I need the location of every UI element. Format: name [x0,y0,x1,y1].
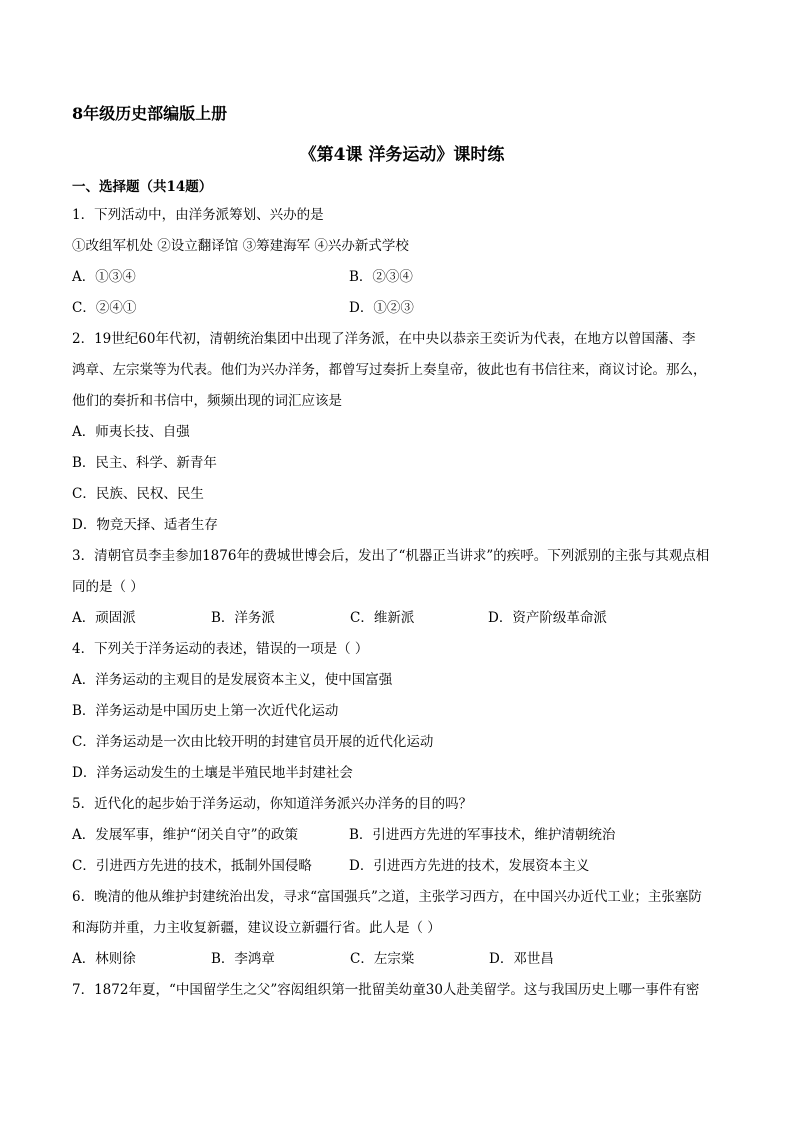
section-heading: 一、选择题（共14题） [72,179,213,195]
option-d: D．洋务运动发生的土壤是半殖民地半封建社会 [72,765,353,781]
question-1 [72,200,732,324]
option-a: A．洋务运动的主观目的是发展资本主义，使中国富强 [72,672,393,688]
question-stem: 1．下列活动中，由洋务派筹划、兴办的是 [72,207,324,223]
option-b: B．民主、科学、新青年 [72,455,217,471]
question-stem-line: 他们的奏折和书信中，频频出现的词汇应该是 [72,393,342,409]
option-a: A．林则徐 [72,951,136,967]
option-row [72,262,732,293]
option-b: B．②③④ [349,269,413,285]
option-d: D．资产阶级革命派 [488,610,607,626]
question-stem: 7．1872年夏，“中国留学生之父”容闳组织第一批留美幼童30人赴美留学。这与我国历史上哪一事件有密 [72,982,700,998]
question-4 [72,634,732,789]
question-stem-line: 6．晚清的他从维护封建统治出发，寻求“富国强兵”之道，主张学习西方，在中国兴办近代工业；主张塞防 [72,889,702,905]
option-d: D．邓世昌 [489,951,554,967]
option-row [72,944,732,975]
option-d: D．①②③ [349,300,414,316]
question-stem-line: 鸿章、左宗棠等为代表。他们为兴办洋务，都曾写过奏折上奏皇帝，彼此也有书信往来，商议讨论。那么， [72,362,707,378]
question-6 [72,882,732,975]
option-row [72,851,732,882]
question-3 [72,541,732,634]
option-b: B．洋务派 [211,610,275,626]
option-a: A．发展军事，维护“闭关自守”的政策 [72,827,299,843]
question-stem-line: 同的是（ ） [72,579,144,595]
question-stem: 4．下列关于洋务运动的表述，错误的一项是（ ） [72,641,369,657]
question-stem-line: 和海防并重，力主收复新疆，建议设立新疆行省。此人是（ ） [72,920,441,936]
option-c: C．维新派 [350,610,415,626]
lesson-title: 《第4课 洋务运动》课时练 [299,145,505,165]
question-7 [72,975,732,1006]
question-2 [72,324,732,541]
grade-heading: 8年级历史部编版上册 [72,104,228,123]
question-5 [72,789,732,882]
option-d: D．物竞天择、适者生存 [72,517,218,533]
question-stem-line: 3．清朝官员李圭参加1876年的费城世博会后，发出了“机器正当讲求”的疾呼。下列派别的主张与其观点相 [72,548,710,564]
option-row [72,820,732,851]
option-a: A．①③④ [72,269,136,285]
option-row [72,603,732,634]
worksheet-page [72,100,732,1006]
option-b: B．洋务运动是中国历史上第一次近代化运动 [72,703,339,719]
option-c: C．引进西方先进的技术，抵制外国侵略 [72,858,312,874]
option-a: A．顽固派 [72,610,136,626]
option-c: C．②④① [72,300,137,316]
question-stem-line: 2．19世纪60年代初，清朝统治集团中出现了洋务派，在中央以恭亲王奕䜣为代表，在地方以曾国藩、李 [72,331,696,347]
option-c: C．洋务运动是一次由比较开明的封建官员开展的近代化运动 [72,734,434,750]
question-items: ①改组军机处 ②设立翻译馆 ③筹建海军 ④兴办新式学校 [72,238,409,254]
option-b: B．引进西方先进的军事技术，维护清朝统治 [349,827,616,843]
option-a: A．师夷长技、自强 [72,424,190,440]
option-b: B．李鸿章 [211,951,275,967]
option-c: C．左宗棠 [350,951,415,967]
question-stem: 5．近代化的起步始于洋务运动，你知道洋务派兴办洋务的目的吗？ [72,796,473,812]
option-d: D．引进西方先进的技术，发展资本主义 [349,858,590,874]
option-c: C．民族、民权、民生 [72,486,204,502]
option-row [72,293,732,324]
